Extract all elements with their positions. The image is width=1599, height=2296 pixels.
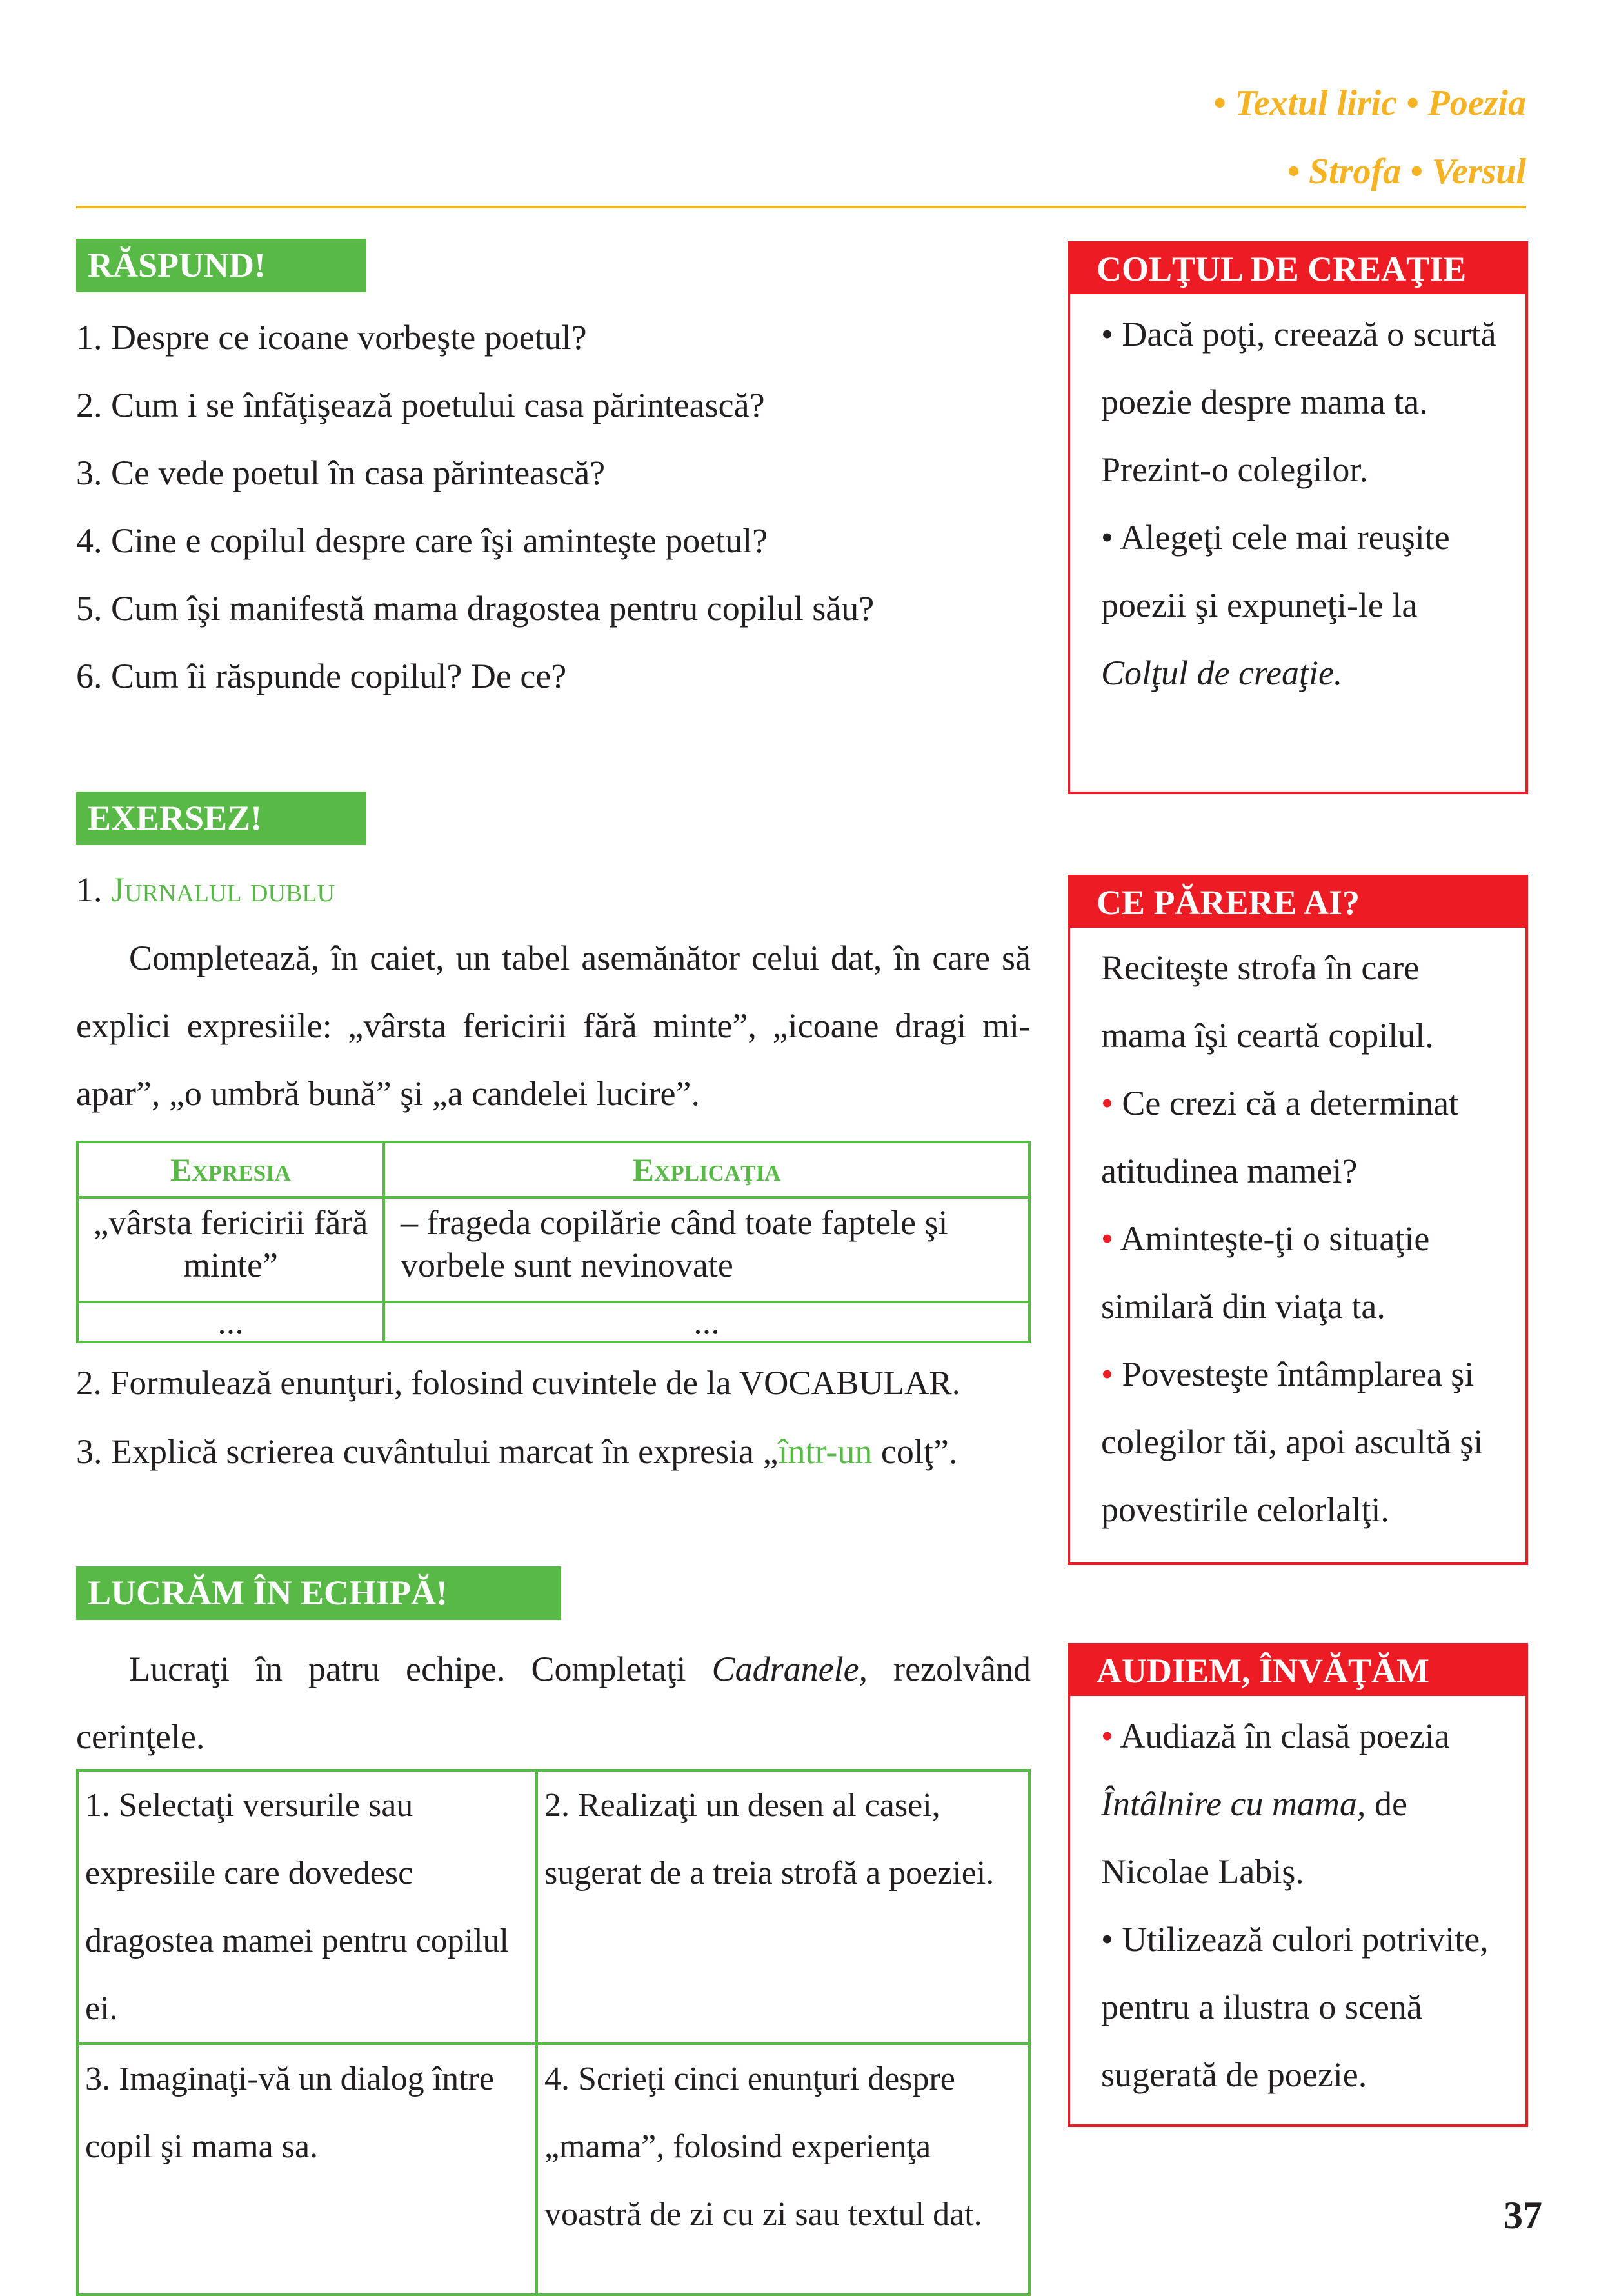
quadrant-3: 3. Imaginaţi-vă un dialog între copil şi mama sa. xyxy=(77,2044,537,2295)
parere-item-1-text: Ce crezi că a determinat atitudinea mamei? xyxy=(1101,1084,1459,1190)
audiem-item-2 xyxy=(1101,1906,1513,2109)
ce-parere-ai-box xyxy=(1068,875,1528,1565)
parere-item-1 xyxy=(1101,1070,1513,1205)
question-5: 5. Cum îşi manifestă mama dragostea pentru copilul său? xyxy=(76,589,875,628)
page-number: 37 xyxy=(1504,2194,1542,2237)
quadrant-4: 4. Scrieţi cinci enunţuri despre „mama”, folosind experienţa voastră de zi cu zi sau textul dat. xyxy=(537,2044,1029,2295)
table-header-expresia: Expresia xyxy=(77,1142,384,1197)
header-rule xyxy=(76,206,1526,208)
question-3: 3. Ce vede poetul în casa părintească? xyxy=(76,454,606,492)
question-1: 1. Despre ce icoane vorbeşte poetul? xyxy=(76,318,587,357)
bullet-icon: • xyxy=(1101,518,1113,557)
echipa-heading: LUCRĂM ÎN ECHIPĂ! xyxy=(76,1566,561,1620)
bullet-icon: • xyxy=(1101,1084,1113,1123)
raspund-heading: RĂSPUND! xyxy=(76,239,366,292)
task-3-text: 3. Explică scrierea cuvântului marcat în expresia „ xyxy=(76,1432,779,1471)
task-3-end: colţ”. xyxy=(872,1432,958,1471)
expression-table xyxy=(76,1141,1031,1343)
audiem-item-2-text: Utilizează culori potrivite, pentru a ilustra o scenă sugerată de poezie. xyxy=(1101,1920,1489,2094)
topics-line-2: • Strofa • Versul xyxy=(1287,152,1526,192)
table-header-explicatia: Explicaţia xyxy=(384,1142,1029,1197)
quadrants-table xyxy=(76,1769,1031,2296)
audiem-body xyxy=(1070,1696,1525,2115)
coltul-item-1-text: Dacă poţi, creează o scurtă poezie despre mama ta. Prezint-o colegilor. xyxy=(1101,315,1496,489)
coltul-body xyxy=(1070,294,1525,714)
quadrant-2: 2. Realizaţi un desen al casei, sugerat de a treia strofă a poeziei. xyxy=(537,1770,1029,2044)
parere-item-2 xyxy=(1101,1205,1513,1341)
question-6: 6. Cum îi răspunde copilul? De ce? xyxy=(76,657,567,695)
bullet-icon: • xyxy=(1101,1219,1113,1258)
table-cell: ... xyxy=(384,1302,1029,1342)
echipa-intro xyxy=(76,1635,1031,1771)
parere-item-2-text: Aminteşte-ţi o situaţie similară din viaţa ta. xyxy=(1101,1219,1430,1326)
parere-item-3 xyxy=(1101,1341,1513,1544)
bullet-icon: • xyxy=(1101,1355,1113,1393)
table-row xyxy=(77,1302,1029,1342)
question-4: 4. Cine e copilul despre care îşi aminteşte poetul? xyxy=(76,521,768,560)
parere-intro: Reciteşte strofa în care mama îşi ceartă copilul. xyxy=(1101,948,1434,1055)
jurnalul-dublu-title: Jurnalul dublu xyxy=(111,870,335,909)
parere-item-3-text: Povesteşte întâmplarea şi colegilor tăi, apoi ascultă şi povestirile celorlalţi. xyxy=(1101,1355,1484,1529)
table-cell: – frageda copilărie când toate faptele şi vorbele sunt nevinovate xyxy=(384,1197,1029,1302)
task-1-text: Completează, în caiet, un tabel asemănător celui dat, în care să explici expresiile: „vârsta fericirii fără minte”, „icoane dragi mi-apar”, „o umbră bună” şi „a candelei lucire”. xyxy=(76,939,1031,1113)
task-1-title xyxy=(76,872,335,907)
quadrant-1: 1. Selectaţi versurile sau expresiile care dovedesc dragostea mamei pentru copilul ei. xyxy=(77,1770,537,2044)
intro-text-end: rezolvând cerinţele. xyxy=(76,1650,1031,1756)
table-cell: „vârsta fericirii fără minte” xyxy=(77,1197,384,1302)
parere-body xyxy=(1070,928,1525,1550)
task-3 xyxy=(76,1434,957,1469)
coltul-de-creatie-box xyxy=(1068,241,1528,794)
audiem-item-1-text: Audiază în clasă poezia xyxy=(1120,1717,1450,1755)
table-cell: ... xyxy=(77,1302,384,1342)
table-row xyxy=(77,1197,1029,1302)
coltul-item-2 xyxy=(1101,504,1513,707)
audiem-heading: AUDIEM, ÎNVĂŢĂM xyxy=(1068,1643,1528,1696)
bullet-icon: • xyxy=(1101,1717,1113,1755)
audiem-invatam-box xyxy=(1068,1643,1528,2127)
coltul-item-1 xyxy=(1101,301,1513,504)
topics-line-1: • Textul liric • Poezia xyxy=(1213,83,1526,123)
marked-word: într-un xyxy=(778,1432,873,1471)
intro-italic: Cadranele, xyxy=(711,1650,868,1688)
bullet-icon: • xyxy=(1101,1920,1113,1959)
question-2: 2. Cum i se înfăţişează poetului casa părintească? xyxy=(76,386,765,424)
audiem-item-1-end: de Nicolae Labiş. xyxy=(1101,1784,1407,1891)
coltul-heading: COLŢUL DE CREAŢIE xyxy=(1068,241,1528,294)
task-1-number: 1. xyxy=(76,870,111,909)
poem-title: Întâlnire cu mama, xyxy=(1101,1784,1366,1823)
task-2: 2. Formulează enunţuri, folosind cuvintele de la VOCABULAR. xyxy=(76,1364,960,1402)
coltul-italic: Colţul de creaţie. xyxy=(1101,654,1343,692)
coltul-item-2-text: Alegeţi cele mai reuşite poezii şi expuneţi-le la xyxy=(1101,518,1450,624)
audiem-item-1 xyxy=(1101,1702,1513,1906)
parere-heading: CE PĂRERE AI? xyxy=(1068,875,1528,928)
intro-text: Lucraţi în patru echipe. Completaţi xyxy=(129,1650,712,1688)
bullet-icon: • xyxy=(1101,315,1113,354)
exersez-heading: EXERSEZ! xyxy=(76,792,366,845)
